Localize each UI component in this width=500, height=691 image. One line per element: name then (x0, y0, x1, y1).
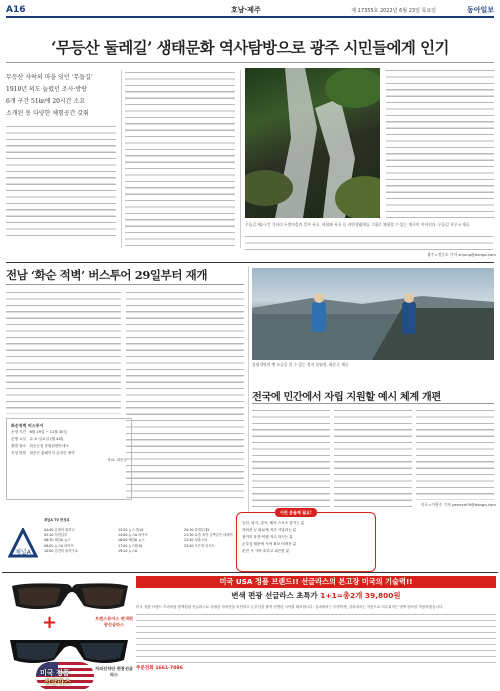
schedule-column: 04:00 돈벌어 뭐하니 05:10 서민갑부 06:30 채널A 뉴스 08:00 뉴스A 라이브 10:00 김진의 돌직구쇼 (44, 528, 78, 553)
sea-photo (252, 268, 494, 360)
article2-headline: 전남 ‘화순 적벽’ 버스투어 29일부터 재개 (6, 268, 208, 282)
sunglasses-1-image (6, 578, 132, 614)
svg-text:채널A: 채널A (15, 549, 31, 556)
features-title: 이런 분들께 필요! (275, 508, 317, 517)
feature-item: 눈부심 때문에 시야 확보 어려운 분 (242, 542, 297, 546)
article-headline: ‘무등산 둘레길’ 생태문화 역사탐방으로 광주 시민들에게 인기 (51, 38, 449, 57)
divider (6, 284, 244, 285)
photo-caption: 무돌길 제2구간 기타리 두암마을의 일부 폭포. 바위와 폭포 등 자연생태계를 그대로 체험할 수 있는 계곡이 이어진다. 무돌길 사무국 제공 (245, 222, 470, 227)
feature-item: 운전 시 시야 흐리고 피곤한 분 (242, 549, 290, 553)
ad-phone: 주문전화 1661-7086 (136, 666, 183, 671)
waterfall-photo (245, 68, 380, 218)
byline: 광주=정승호 기자 shjung@donga.com (427, 252, 496, 257)
ad-offer: 변색 편광 선글라스 초특가 1+1=총2개 39,800원 (231, 591, 401, 600)
lead-line: 1910년 의도 늘렸던 조사·방랑 (6, 86, 87, 93)
features-box (236, 512, 376, 572)
page-number: A16 (6, 5, 26, 15)
feature-item: 등산, 낚시, 골프, 레저 스포츠 즐기는 분 (242, 521, 305, 525)
info-source: 자료: 화순군 (107, 458, 127, 462)
usa-flag-badge: 미국 정품 선글라스 (36, 662, 94, 690)
article3-headline: 전국에 민간에서 자립 지원할 예시 체계 개편 (252, 391, 441, 403)
lead-line: 6개 구간 51㎞에 20시간 소요 (6, 98, 86, 105)
article-body-column (245, 234, 493, 250)
article-body-column (252, 408, 330, 508)
info-row: 운행 요일 수·토·일요일 (월 4회) (11, 437, 64, 441)
plus-icon: + (42, 612, 58, 633)
article-body-column (6, 290, 121, 414)
product2-label: 자외선차단 편광선글라스 (95, 666, 133, 677)
article-body-column (334, 408, 412, 508)
divider (6, 62, 494, 63)
schedule-column: 20:10 강철부대2 21:30 요즘 육아 금쪽같은 내새끼 22:40 청춘스타 23:50 오은영 리포트 (184, 528, 233, 548)
ad-banner: 미국 USA 정품 브랜드!! 선글라스의 본고장 미국의 기술력!! (136, 576, 496, 588)
product1-label: 트랜스퓨어스 변색편광선글라스 (95, 616, 133, 627)
column-divider (240, 70, 241, 248)
divider (252, 403, 494, 404)
brand-logo: 동아일보 (466, 5, 494, 14)
article-body-column (6, 124, 116, 240)
article-body-column (386, 68, 494, 218)
divider (2, 572, 498, 573)
divider (6, 262, 494, 263)
photo-caption: 물염적벽의 옛 모습을 볼 수 있는 정자 물염정. 화순군 제공 (252, 362, 349, 367)
byline: 목포=이형주 기자 peneye09@donga.com (420, 502, 496, 507)
lead-line: 소개된 동 다양한 체험공간 갖춰 (6, 110, 89, 117)
info-row: 운영 기간 6월 29일 ~ 11월 30일 (11, 430, 67, 434)
feature-item: 자외선 눈 피로에 자주 시달리는 분 (242, 528, 297, 532)
info-row: 신청 방법 화순군 홈페이지 온라인 예약 (11, 451, 75, 455)
schedule-column: 12:20 뉴스 톱10 14:00 뉴스A 라이브 16:00 채널A 뉴스 17:00 뉴스톱10 19:20 뉴스A (118, 528, 148, 553)
info-box (6, 418, 132, 500)
section-title: 호남·제주 (231, 6, 261, 14)
article-body-column (125, 70, 235, 248)
schedule-title: 채널A TV 편성표 (44, 518, 70, 522)
article-lead (6, 72, 116, 120)
page-header (6, 4, 494, 18)
info-row: 출발 장소 화순군청 종합관광안내소 (11, 444, 69, 448)
channel-a-logo (8, 528, 38, 558)
column-divider (121, 70, 122, 248)
lead-line: 무등산 자락의 마을 잇던 ‘무돌길’ (6, 74, 93, 81)
feature-item: 장거리 운전·여행 자주 하시는 분 (242, 535, 293, 539)
issue-info: 제 17355호 2022년 6월 23일 목요일 (351, 7, 436, 14)
tv-schedule (8, 520, 258, 570)
info-box-title: 화순적벽 버스투어 (11, 423, 44, 428)
article-body-column (126, 290, 244, 500)
ad-body: 미국 정품 브랜드 프리미엄 변색편광 선글라스로 강렬한 자외선을 차단하고 눈부심을 줄여 선명한 시야를 확보합니다. 실내에서는 투명하게, 실외에서는 자동으로 어두워지는 변색 렌즈를 적용하였습니다. 주문전화 1661-7086 (136, 604, 496, 672)
article-body-column (416, 408, 494, 500)
